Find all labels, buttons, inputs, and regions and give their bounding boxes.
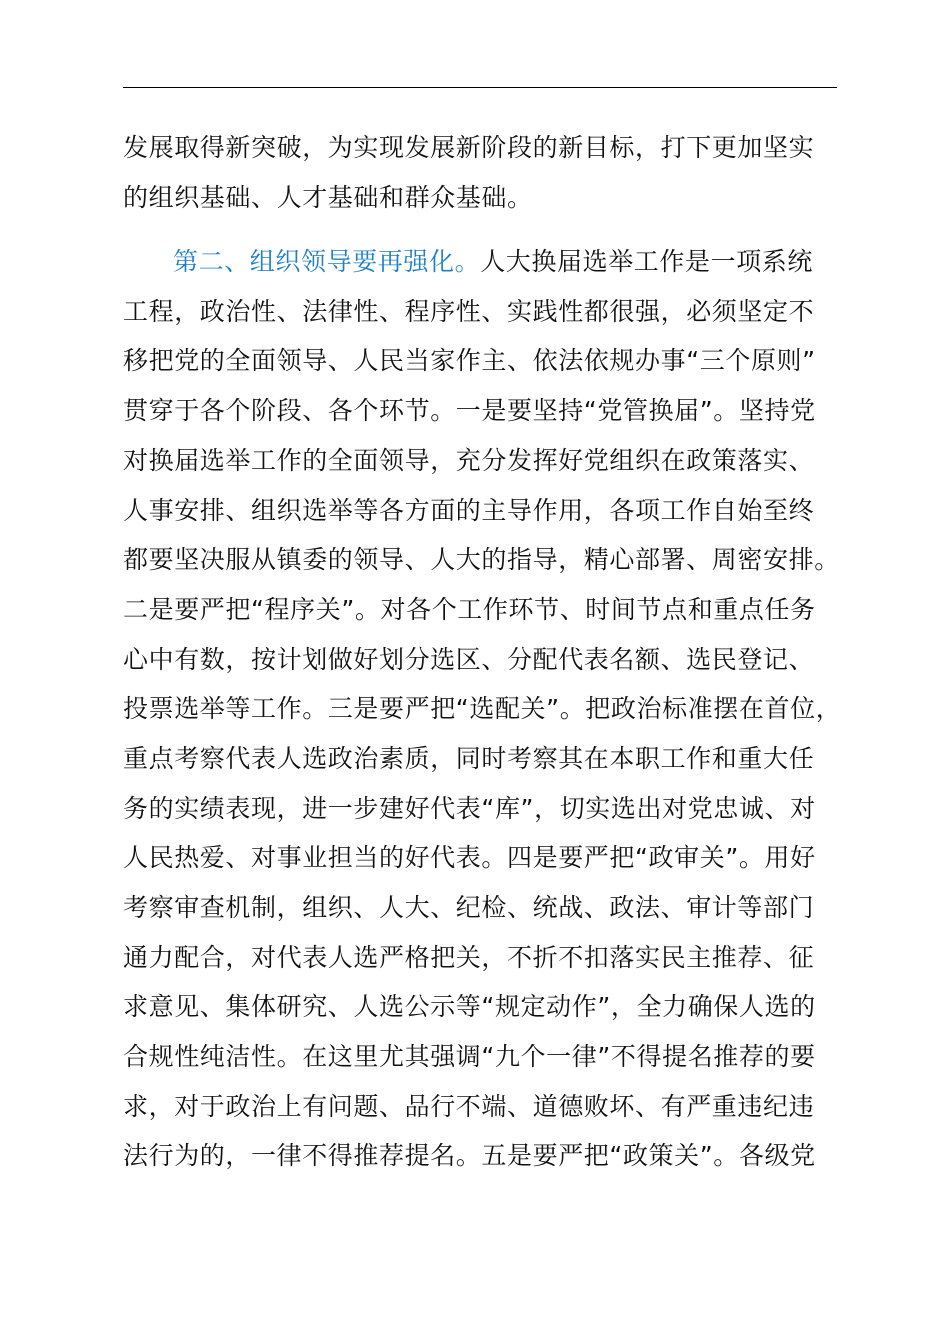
text-line: 通力配合，对代表人选严格把关，不折不扣落实民主推荐、征 [123, 943, 815, 972]
text-line: 合规性纯洁性。在这里尤其强调“九个一律”不得提名推荐的要 [123, 1042, 816, 1071]
header-rule [123, 87, 837, 88]
text-line: 重点考察代表人选政治素质，同时考察其在本职工作和重大任 [123, 744, 815, 773]
text-line: 对换届选举工作的全面领导，充分发挥好党组织在政策落实、 [123, 446, 815, 475]
text-line: 移把党的全面领导、人民当家作主、依法依规办事“三个原则” [123, 346, 816, 375]
text-line: 都要坚决服从镇委的领导、人大的指导，精心部署、周密安排。 [123, 545, 840, 574]
section-heading: 第二、组织领导要再强化。 [173, 247, 481, 276]
text-line-rest: 人大换届选举工作是一项系统 [480, 247, 814, 276]
text-line: 人民热爱、对事业担当的好代表。四是要严把“政审关”。用好 [123, 843, 816, 872]
text-line: 工程，政治性、法律性、程序性、实践性都很强，必须坚定不 [123, 297, 815, 326]
text-line: 心中有数，按计划做好划分选区、分配代表名额、选民登记、 [123, 645, 815, 674]
text-line: 发展取得新突破，为实现发展新阶段的新目标，打下更加坚实 [123, 133, 815, 162]
text-line [173, 247, 873, 277]
text-line: 考察审查机制，组织、人大、纪检、统战、政法、审计等部门 [123, 893, 815, 922]
text-line: 的组织基础、人才基础和群众基础。 [123, 183, 533, 212]
text-line: 贯穿于各个阶段、各个环节。一是要坚持“党管换届”。坚持党 [123, 396, 816, 425]
text-line: 务的实绩表现，进一步建好代表“库”，切实选出对党忠诚、对 [123, 794, 816, 823]
text-line: 法行为的，一律不得推荐提名。五是要严把“政策关”。各级党 [123, 1141, 816, 1170]
text-line: 求意见、集体研究、人选公示等“规定动作”，全力确保人选的 [123, 992, 816, 1021]
text-line: 求，对于政治上有问题、品行不端、道德败坏、有严重违纪违 [123, 1092, 815, 1121]
text-line: 人事安排、组织选举等各方面的主导作用，各项工作自始至终 [123, 496, 815, 525]
text-line: 投票选举等工作。三是要严把“选配关”。把政治标准摆在首位， [123, 694, 842, 723]
text-line: 二是要严把“程序关”。对各个工作环节、时间节点和重点任务 [123, 595, 816, 624]
